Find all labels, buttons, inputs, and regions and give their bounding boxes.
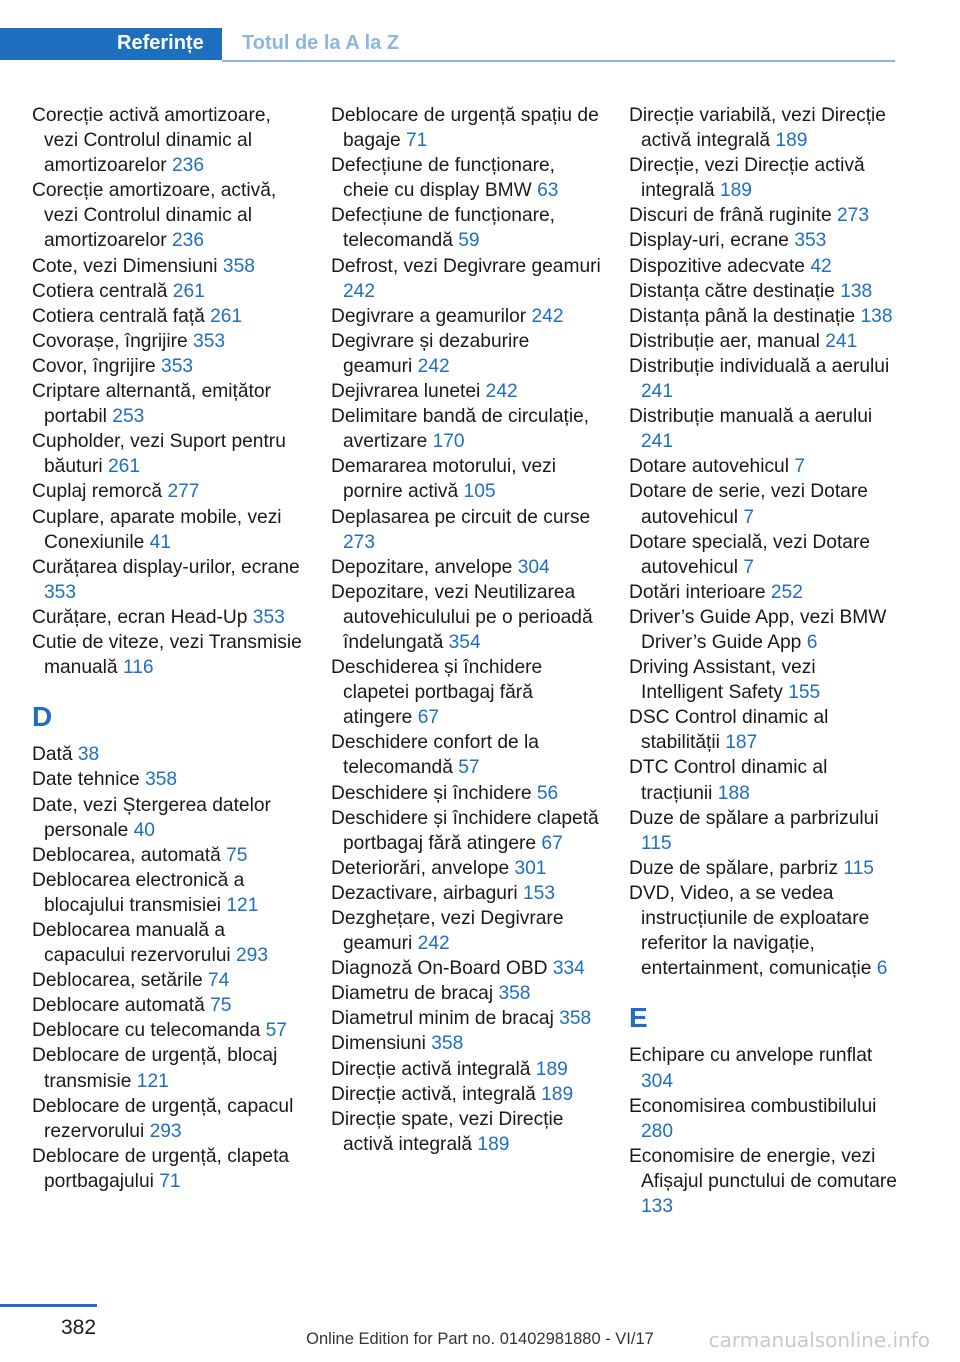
index-entry-text: Discuri de frână ruginite (629, 205, 832, 227)
page-reference-link[interactable]: 7 (743, 556, 755, 578)
index-entry (629, 103, 899, 153)
index-entry-text: Direcție activă integrală (331, 1058, 531, 1080)
index-entry-text: Depozitare, anvelope (331, 556, 513, 578)
index-entry (32, 103, 304, 178)
page-reference-link[interactable]: 170 (432, 431, 465, 453)
page-reference-link[interactable]: 7 (794, 456, 806, 478)
page-reference-link[interactable]: 252 (770, 581, 803, 603)
index-entry (629, 228, 899, 253)
index-entry (629, 1094, 899, 1144)
header-divider (222, 60, 895, 62)
index-entry-text: Dimensiuni (331, 1033, 426, 1055)
index-entry-text: Deblocare de urgență, blocaj transmisie (32, 1045, 278, 1092)
index-entry (629, 329, 899, 354)
index-entry-text: Deplasarea pe circuit de curse (331, 506, 591, 528)
index-entry (331, 781, 603, 806)
index-entry (32, 843, 304, 868)
index-entry-text: Deblocare cu telecomanda (32, 1020, 261, 1042)
index-entry (32, 354, 304, 379)
page-reference-link[interactable]: 71 (159, 1170, 181, 1192)
page-reference-link[interactable]: 121 (136, 1070, 169, 1092)
index-entry-text: Cuplaj remorcă (32, 481, 163, 503)
index-entry-text: Deblocare automată (32, 995, 205, 1017)
index-entry (32, 279, 304, 304)
index-entry (629, 755, 899, 805)
index-entry (629, 580, 899, 605)
index-entry-text: Corecție amortizoare, activă, vezi Controlul dinamic al amortizoarelor (32, 180, 277, 252)
page-reference-link[interactable]: 353 (252, 606, 285, 628)
page-reference-link[interactable]: 241 (641, 431, 674, 453)
index-entry-text: Direcție activă, integrală (331, 1083, 536, 1105)
index-entry-text: Deblocare de urgență, clapeta portbagajului (32, 1145, 290, 1192)
index-entry (629, 605, 899, 655)
page-reference-link[interactable]: 115 (641, 832, 672, 854)
index-entry-text: Cotiera centrală față (32, 305, 205, 327)
page-reference-link[interactable]: 236 (171, 155, 204, 177)
index-entry (32, 1043, 304, 1093)
page-reference-link[interactable]: 116 (122, 657, 154, 679)
index-entry (32, 630, 304, 680)
page-reference-link[interactable]: 67 (417, 707, 440, 729)
index-entry (331, 1057, 603, 1082)
page-reference-link[interactable]: 301 (514, 857, 547, 879)
index-entry (32, 329, 304, 354)
index-entry-text: DSC Control dinamic al stabilității (629, 707, 829, 754)
index-column-1 (32, 103, 304, 1194)
index-entry-text: Defecțiune de funcționare, cheie cu display BMW (331, 155, 556, 202)
index-entry (629, 454, 899, 479)
page-reference-link[interactable]: 75 (226, 844, 248, 866)
index-entry-text: Deblocare de urgență spațiu de bagaje (331, 105, 599, 152)
page-reference-link[interactable]: 41 (149, 531, 171, 553)
index-entry-text: Defrost, vezi Degivrare geamuri (331, 255, 601, 277)
page-reference-link[interactable]: 358 (559, 1008, 592, 1030)
index-entry (32, 767, 304, 792)
index-entry-text: Diagnoză On-Board OBD (331, 958, 548, 980)
page-reference-link[interactable]: 304 (641, 1070, 674, 1092)
index-entry (331, 404, 603, 454)
page-reference-link[interactable]: 188 (717, 782, 750, 804)
index-entry-text: Distribuție individuală a aerului (629, 355, 890, 377)
index-entry-text: Distanța până la destinație (629, 305, 856, 327)
page-reference-link[interactable]: 241 (641, 381, 674, 403)
page-reference-link[interactable]: 40 (133, 819, 155, 841)
page-reference-link[interactable]: 71 (405, 130, 428, 152)
index-entry-text: Deblocarea, automată (32, 844, 221, 866)
index-entry-text: Degivrare și dezaburire geamuri (331, 330, 530, 377)
page-reference-link[interactable]: 358 (222, 255, 255, 277)
index-entry-text: Dotare de serie, vezi Dotare autovehicul (629, 481, 868, 528)
index-entry (32, 1018, 304, 1043)
tab-a-to-z[interactable]: Totul de la A la Z (242, 32, 400, 54)
page-reference-link[interactable]: 121 (226, 894, 259, 916)
page-reference-link[interactable]: 155 (788, 682, 821, 704)
page-reference-link[interactable]: 7 (743, 506, 755, 528)
index-entry (331, 1031, 603, 1056)
index-entry-text: Dotare specială, vezi Dotare autovehicul (629, 531, 871, 578)
index-entry (32, 793, 304, 843)
index-entry (629, 530, 899, 580)
watermark: carmanualsonline.info (708, 1328, 930, 1352)
page-reference-link[interactable]: 63 (537, 180, 559, 202)
index-entry (629, 705, 899, 755)
page-reference-link[interactable]: 189 (535, 1058, 568, 1080)
index-entry (32, 379, 304, 429)
index-entry (331, 505, 603, 555)
index-entry (629, 304, 899, 329)
index-entry-text: Cutie de viteze, vezi Transmisie manuală (32, 631, 302, 679)
page-reference-link[interactable]: 6 (876, 958, 888, 980)
index-entry-text: Criptare alternantă, emițător portabil (32, 381, 271, 428)
index-entry-text: Dezghețare, vezi Degivrare geamuri (331, 908, 564, 955)
index-entry-text: Deschidere și închidere clapetă portbagaj fără atingere (331, 807, 599, 854)
index-entry (331, 906, 603, 956)
index-column-3 (629, 103, 899, 1219)
page-reference-link[interactable]: 59 (458, 230, 480, 252)
index-entry-text: Deblocarea manuală a capacului rezervorului (32, 920, 231, 967)
index-entry-text: DTC Control dinamic al tracțiunii (629, 757, 828, 804)
section-letter-label: E (629, 1002, 648, 1034)
page-reference-link[interactable]: 56 (536, 782, 559, 804)
index-entry (331, 881, 603, 906)
page-reference-link[interactable]: 38 (77, 744, 100, 766)
section-letter-label: D (32, 701, 53, 733)
index-entry (331, 580, 603, 655)
index-entry (629, 404, 899, 454)
index-entry-text: Distribuție aer, manual (629, 330, 820, 352)
page-reference-link[interactable]: 358 (431, 1033, 464, 1055)
index-entry (32, 918, 304, 968)
page-reference-link[interactable]: 42 (810, 255, 832, 277)
index-entry-text: Cupholder, vezi Suport pentru băuturi (32, 431, 286, 478)
page-reference-link[interactable]: 241 (825, 330, 858, 352)
page-reference-link[interactable]: 187 (725, 732, 758, 754)
page-reference-link[interactable]: 115 (843, 857, 874, 879)
index-column-2 (331, 103, 603, 1157)
tab-references-label: Referințe (117, 32, 204, 54)
page-reference-link[interactable]: 6 (806, 631, 818, 653)
index-entry (331, 153, 603, 203)
index-entry (331, 254, 603, 304)
index-entry (331, 103, 603, 153)
page-reference-link[interactable]: 242 (531, 305, 564, 327)
index-entry-text: DVD, Video, a se vedea instrucțiunile de exploatare referitor la navigație, entertainment, comunicație (629, 882, 872, 980)
page-reference-link[interactable]: 189 (541, 1083, 574, 1105)
index-entry-text: Distribuție manuală a aerului (629, 406, 873, 428)
index-entry-text: Defecțiune de funcționare, telecomandă (331, 205, 556, 252)
index-entry (32, 479, 304, 504)
index-entry (331, 981, 603, 1006)
index-entry-text: Dotare autovehicul (629, 456, 789, 478)
section-letter (32, 680, 304, 742)
index-entry (629, 354, 899, 404)
index-entry (331, 1006, 603, 1031)
page-reference-link[interactable]: 236 (171, 230, 204, 252)
index-entry-text: Deblocare de urgență, capacul rezervorului (32, 1095, 294, 1142)
index-entry (629, 254, 899, 279)
page-reference-link[interactable]: 189 (477, 1133, 510, 1155)
index-entry (331, 304, 603, 329)
index-entry (32, 304, 304, 329)
index-entry (32, 605, 304, 630)
index-entry (32, 505, 304, 555)
index-entry-text: Economisire de energie, vezi Afișajul punctului de comutare (629, 1145, 897, 1192)
index-entry-text: Diametru de bracaj (331, 983, 494, 1005)
tab-references[interactable] (0, 28, 222, 60)
page-reference-link[interactable]: 273 (343, 531, 376, 553)
index-entry (331, 806, 603, 856)
index-entry (629, 806, 899, 856)
index-entry (629, 881, 899, 981)
index-entry-text: Deteriorări, anvelope (331, 857, 510, 879)
footer-divider (0, 1304, 97, 1307)
index-entry-text: Deschidere confort de la telecomandă (331, 732, 539, 779)
index-entry (32, 429, 304, 479)
index-entry-text: Delimitare bandă de circulație, avertizare (331, 406, 590, 453)
index-entry (32, 868, 304, 918)
index-entry (331, 203, 603, 253)
index-entry-text: Cote, vezi Dimensiuni (32, 255, 218, 277)
index-entry-text: Date tehnice (32, 769, 140, 791)
index-entry (331, 1082, 603, 1107)
index-entry-text: Deblocarea, setările (32, 970, 203, 992)
index-entry-text: Direcție, vezi Direcție activă integrală (629, 155, 865, 202)
index-entry-text: Display-uri, ecrane (629, 230, 789, 252)
index-entry-text: Deblocarea electronică a blocajului transmisiei (32, 869, 245, 916)
page-reference-link[interactable]: 353 (44, 581, 77, 603)
index-entry (331, 454, 603, 504)
index-entry (629, 153, 899, 203)
index-entry-text: Corecție activă amortizoare, vezi Controlul dinamic al amortizoarelor (32, 105, 271, 177)
page-reference-link[interactable]: 253 (112, 406, 145, 428)
index-entry (32, 555, 304, 605)
index-entry-text: Duze de spălare, parbriz (629, 857, 839, 879)
index-entry-text: Direcție spate, vezi Direcție activă integrală (331, 1108, 564, 1155)
index-entry (32, 1094, 304, 1144)
index-entry-text: Dotări interioare (629, 581, 766, 603)
page-reference-link[interactable]: 153 (522, 882, 555, 904)
index-entry-text: Cuplare, aparate mobile, vezi Conexiunile (32, 506, 282, 553)
index-entry-text: Deschidere și închidere (331, 782, 532, 804)
index-entry (331, 329, 603, 379)
index-entry-text: Driving Assistant, vezi Intelligent Safety (629, 657, 816, 704)
page-reference-link[interactable]: 74 (208, 970, 230, 992)
page-reference-link[interactable]: 138 (840, 280, 873, 302)
page-reference-link[interactable]: 261 (172, 280, 205, 302)
page-reference-link[interactable]: 293 (235, 945, 268, 967)
index-entry (331, 956, 603, 981)
index-entry (331, 730, 603, 780)
page-reference-link[interactable]: 133 (641, 1196, 674, 1218)
page-reference-link[interactable]: 242 (417, 933, 450, 955)
index-entry (331, 856, 603, 881)
page-reference-link[interactable]: 261 (210, 305, 243, 327)
index-entry (629, 479, 899, 529)
page-reference-link[interactable]: 57 (265, 1020, 287, 1042)
header-tabbar (0, 28, 895, 60)
page-reference-link[interactable]: 189 (719, 180, 752, 202)
page-reference-link[interactable]: 57 (458, 757, 480, 779)
page-reference-link[interactable]: 353 (161, 355, 194, 377)
page-number: 382 (61, 1316, 97, 1339)
page-reference-link[interactable]: 242 (417, 355, 450, 377)
page-reference-link[interactable]: 334 (552, 958, 585, 980)
page-reference-link[interactable]: 242 (343, 280, 376, 302)
index-entry-text: Curățarea display-urilor, ecrane (32, 556, 300, 578)
page-reference-link[interactable]: 293 (149, 1120, 182, 1142)
page-reference-link[interactable]: 242 (485, 381, 518, 403)
page-reference-link[interactable]: 189 (775, 130, 808, 152)
index-entry (32, 993, 304, 1018)
index-entry (331, 555, 603, 580)
index-entry (629, 1043, 899, 1093)
index-entry-text: Depozitare, vezi Neutilizarea autovehiculului pe o perioadă îndelungată (331, 581, 593, 653)
page-reference-link[interactable]: 67 (541, 832, 563, 854)
index-entry-text: Covorașe, îngrijire (32, 330, 188, 352)
page-reference-link[interactable]: 280 (641, 1120, 674, 1142)
index-entry-text: Dejivrarea lunetei (331, 381, 481, 403)
index-entry (331, 655, 603, 730)
index-entry-text: Dezactivare, airbaguri (331, 882, 518, 904)
index-entry-text: Covor, îngrijire (32, 355, 156, 377)
edition-note: Online Edition for Part no. 01402981880 - VI/17 (306, 1330, 654, 1348)
index-entry-text: Dispozitive adecvate (629, 255, 805, 277)
index-entry-text: Demararea motorului, vezi pornire activă (331, 456, 557, 503)
page-reference-link[interactable]: 353 (794, 230, 827, 252)
page-reference-link[interactable]: 273 (836, 205, 869, 227)
index-entry-text: Date, vezi Ștergerea datelor personale (32, 794, 271, 841)
index-entry (32, 178, 304, 253)
index-entry-text: Echipare cu anvelope runflat (629, 1045, 873, 1067)
index-entry-text: Curățare, ecran Head-Up (32, 606, 248, 628)
page-reference-link[interactable]: 138 (860, 305, 893, 327)
index-entry (629, 279, 899, 304)
index-entry (331, 1107, 603, 1157)
index-entry-text: Duze de spălare a parbrizului (629, 807, 879, 829)
index-entry-text: Deschiderea și închidere clapetei portbagaj fără atingere (331, 657, 543, 729)
page-reference-link[interactable]: 358 (145, 769, 178, 791)
index-entry (32, 1144, 304, 1194)
page-reference-link[interactable]: 353 (193, 330, 226, 352)
page-reference-link[interactable]: 261 (108, 456, 141, 478)
index-entry (629, 856, 899, 881)
section-letter (629, 981, 899, 1043)
index-entry (32, 968, 304, 993)
page-reference-link[interactable]: 105 (463, 481, 496, 503)
index-entry-text: Economisirea combustibilului (629, 1095, 877, 1117)
index-entry-text: Distanța către destinație (629, 280, 835, 302)
index-entry-text: Driver’s Guide App, vezi BMW Driver’s Guide App (629, 606, 887, 653)
index-entry (629, 1144, 899, 1219)
page-reference-link[interactable]: 354 (448, 631, 481, 653)
index-entry-text: Cotiera centrală (32, 280, 168, 302)
index-entry-text: Degivrare a geamurilor (331, 305, 527, 327)
index-entry-text: Dată (32, 744, 73, 766)
index-entry (32, 742, 304, 767)
index-entry (331, 379, 603, 404)
index-entry (32, 254, 304, 279)
page-reference-link[interactable]: 75 (210, 995, 232, 1017)
page-reference-link[interactable]: 358 (498, 983, 531, 1005)
index-entry-text: Diametrul minim de bracaj (331, 1008, 554, 1030)
page-reference-link[interactable]: 304 (517, 556, 550, 578)
index-entry-text: Direcție variabilă, vezi Direcție activă integrală (629, 105, 886, 152)
index-entry (629, 203, 899, 228)
page-reference-link[interactable]: 277 (167, 481, 200, 503)
index-entry (629, 655, 899, 705)
